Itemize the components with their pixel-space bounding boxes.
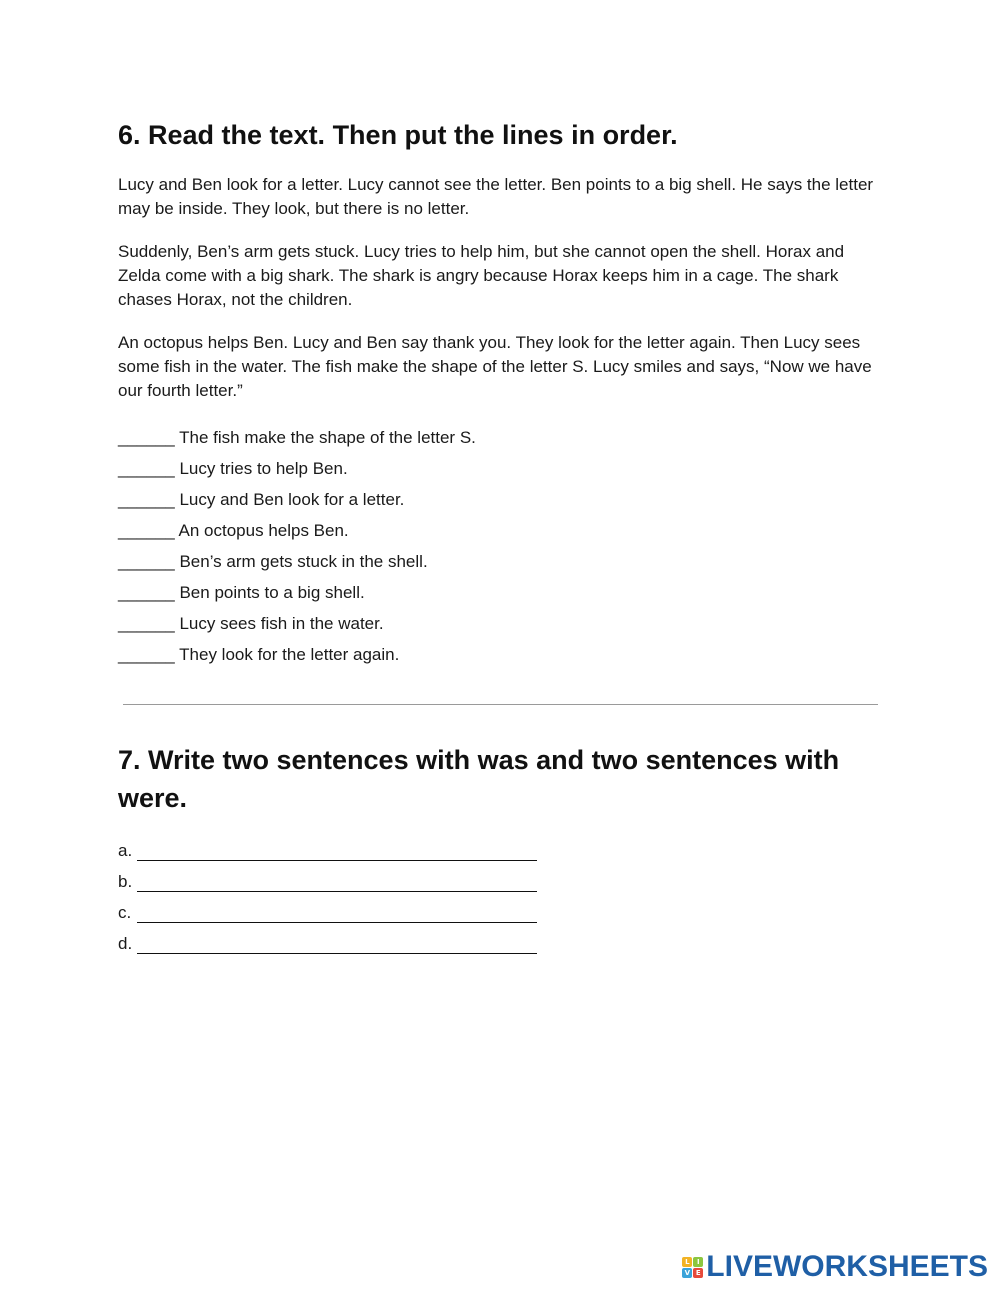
ordering-item	[118, 422, 878, 453]
answer-line-b[interactable]	[137, 869, 537, 892]
section-divider	[123, 704, 878, 705]
order-blank[interactable]: ______	[118, 459, 175, 478]
writing-line-row	[118, 834, 537, 865]
line-label: c.	[118, 903, 132, 922]
order-blank[interactable]: ______	[118, 490, 175, 509]
ordering-item-text: Ben’s arm gets stuck in the shell.	[179, 552, 428, 571]
logo-cube: I	[693, 1257, 703, 1267]
ordering-list	[118, 422, 878, 670]
ordering-item	[118, 639, 878, 670]
ordering-item	[118, 546, 878, 577]
ordering-item	[118, 608, 878, 639]
liveworksheets-logo	[682, 1252, 988, 1282]
story-paragraph-3: An octopus helps Ben. Lucy and Ben say thank you. They look for the letter again. Then Lucy sees some fish in the water. The fish make the shape of the letter S. Lucy smiles and says, “Now we have our fourth letter.”	[118, 333, 872, 400]
logo-cube: E	[693, 1268, 703, 1278]
order-blank[interactable]: ______	[118, 583, 175, 602]
story-paragraph-2: Suddenly, Ben’s arm gets stuck. Lucy tries to help him, but she cannot open the shell. Horax and Zelda come with a big shark. The shark is angry because Horax keeps him in a cage. The shark chases Horax, not the children.	[118, 242, 845, 309]
order-blank[interactable]: ______	[118, 552, 175, 571]
writing-line-row	[118, 865, 537, 896]
ordering-item	[118, 484, 878, 515]
answer-line-c[interactable]	[137, 900, 537, 923]
ordering-item-text: The fish make the shape of the letter S.	[179, 428, 476, 447]
order-blank[interactable]: ______	[118, 645, 175, 664]
ordering-item-text: They look for the letter again.	[179, 645, 400, 664]
logo-cube: V	[682, 1268, 692, 1278]
answer-line-d[interactable]	[137, 931, 537, 954]
writing-line-row	[118, 896, 537, 927]
ordering-item	[118, 515, 878, 546]
line-label: d.	[118, 934, 133, 953]
question-7-title: 7. Write two sentences with was and two sentences with were.	[118, 745, 840, 813]
ordering-item	[118, 577, 878, 608]
logo-cubes-icon	[682, 1257, 703, 1278]
ordering-item-text: Lucy sees fish in the water.	[179, 614, 384, 633]
line-label: a.	[118, 841, 133, 860]
writing-line-row	[118, 927, 537, 958]
logo-text: LIVEWORKSHEETS	[706, 1250, 988, 1283]
ordering-item	[118, 453, 878, 484]
ordering-item-text: Ben points to a big shell.	[179, 583, 365, 602]
writing-lines	[118, 834, 537, 958]
order-blank[interactable]: ______	[118, 521, 175, 540]
ordering-item-text: Lucy tries to help Ben.	[179, 459, 348, 478]
ordering-item-text: Lucy and Ben look for a letter.	[179, 490, 405, 509]
line-label: b.	[118, 872, 133, 891]
question-6-title: 6. Read the text. Then put the lines in order.	[118, 120, 678, 150]
ordering-item-text: An octopus helps Ben.	[178, 521, 349, 540]
story-paragraph-1: Lucy and Ben look for a letter. Lucy cannot see the letter. Ben points to a big shell. He says the letter may be inside. They look, but there is no letter.	[118, 175, 874, 218]
order-blank[interactable]: ______	[118, 614, 175, 633]
answer-line-a[interactable]	[137, 838, 537, 861]
logo-cube: L	[682, 1257, 692, 1267]
order-blank[interactable]: ______	[118, 428, 175, 447]
